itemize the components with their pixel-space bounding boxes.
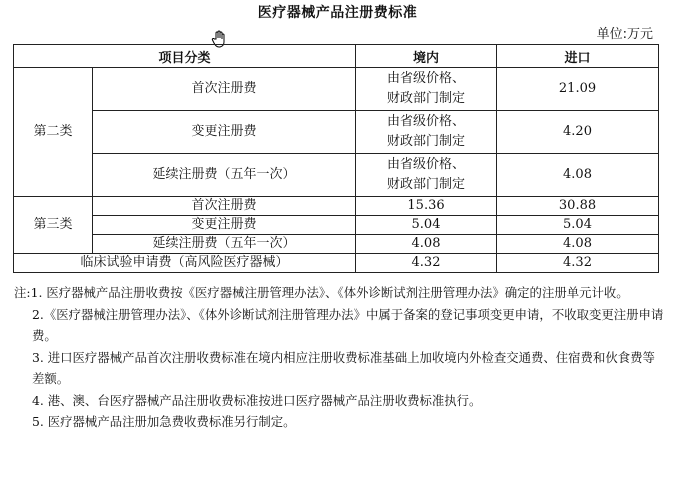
- domestic-cell: 5.04: [356, 216, 497, 235]
- table-row: [14, 235, 659, 254]
- item-cell: 首次注册费: [93, 68, 356, 111]
- domestic-cell: 4.32: [356, 254, 497, 273]
- domestic-cell: [356, 68, 497, 111]
- table-row: [14, 154, 659, 197]
- header-category: 项目分类: [14, 45, 356, 68]
- domestic-line: 由省级价格、: [387, 157, 466, 172]
- table-header-row: [14, 45, 659, 68]
- table-row: [14, 68, 659, 111]
- item-cell: 首次注册费: [93, 197, 356, 216]
- fee-table: [13, 44, 659, 273]
- import-cell: 4.32: [497, 254, 659, 273]
- note-item: 注:1. 医疗器械产品注册收费按《医疗器械注册管理办法》、《体外诊断试剂注册管理办法》确定的注册单元计收。: [14, 285, 629, 300]
- note-item: 3. 进口医疗器械产品首次注册收费标准在境内相应注册收费标准基础上加收境内外检查交通费、住宿费和伙食费等差额。: [32, 349, 655, 386]
- class2-label: 第二类: [14, 68, 93, 197]
- table-row: [14, 254, 659, 273]
- import-cell: 4.20: [497, 111, 659, 154]
- domestic-line: 由省级价格、: [387, 71, 466, 86]
- note-item: 4. 港、澳、台医疗器械产品注册收费标准按进口医疗器械产品注册收费标准执行。: [32, 392, 482, 408]
- item-cell: 延续注册费（五年一次）: [93, 235, 356, 254]
- clinical-item-cell: 临床试验申请费（高风险医疗器械）: [14, 254, 356, 273]
- import-cell: 21.09: [497, 68, 659, 111]
- page-title: 医疗器械产品注册费标准: [257, 5, 418, 21]
- note-item: 2.《医疗器械注册管理办法》、《体外诊断试剂注册管理办法》中属于备案的登记事项变更申请，不收取变更注册申请费。: [32, 306, 664, 343]
- import-cell: 5.04: [497, 216, 659, 235]
- domestic-line: 财政部门制定: [387, 177, 466, 192]
- item-cell: 延续注册费（五年一次）: [93, 154, 356, 197]
- notes-section: [14, 282, 664, 433]
- domestic-line: 财政部门制定: [387, 134, 466, 149]
- domestic-cell: 4.08: [356, 235, 497, 254]
- item-cell: 变更注册费: [93, 111, 356, 154]
- header-domestic: 境内: [356, 45, 497, 68]
- domestic-cell: [356, 111, 497, 154]
- item-cell: 变更注册费: [93, 216, 356, 235]
- domestic-cell: 15.36: [356, 197, 497, 216]
- import-cell: 30.88: [497, 197, 659, 216]
- import-cell: 4.08: [497, 235, 659, 254]
- class3-label: 第三类: [14, 197, 93, 254]
- domestic-line: 由省级价格、: [387, 114, 466, 129]
- domestic-line: 财政部门制定: [387, 91, 466, 106]
- header-import: 进口: [497, 45, 659, 68]
- unit-label: 单位:万元: [596, 27, 653, 42]
- note-item: 5. 医疗器械产品注册加急费收费标准另行制定。: [32, 414, 296, 429]
- table-row: [14, 216, 659, 235]
- table-row: [14, 111, 659, 154]
- domestic-cell: [356, 154, 497, 197]
- table-row: [14, 197, 659, 216]
- import-cell: 4.08: [497, 154, 659, 197]
